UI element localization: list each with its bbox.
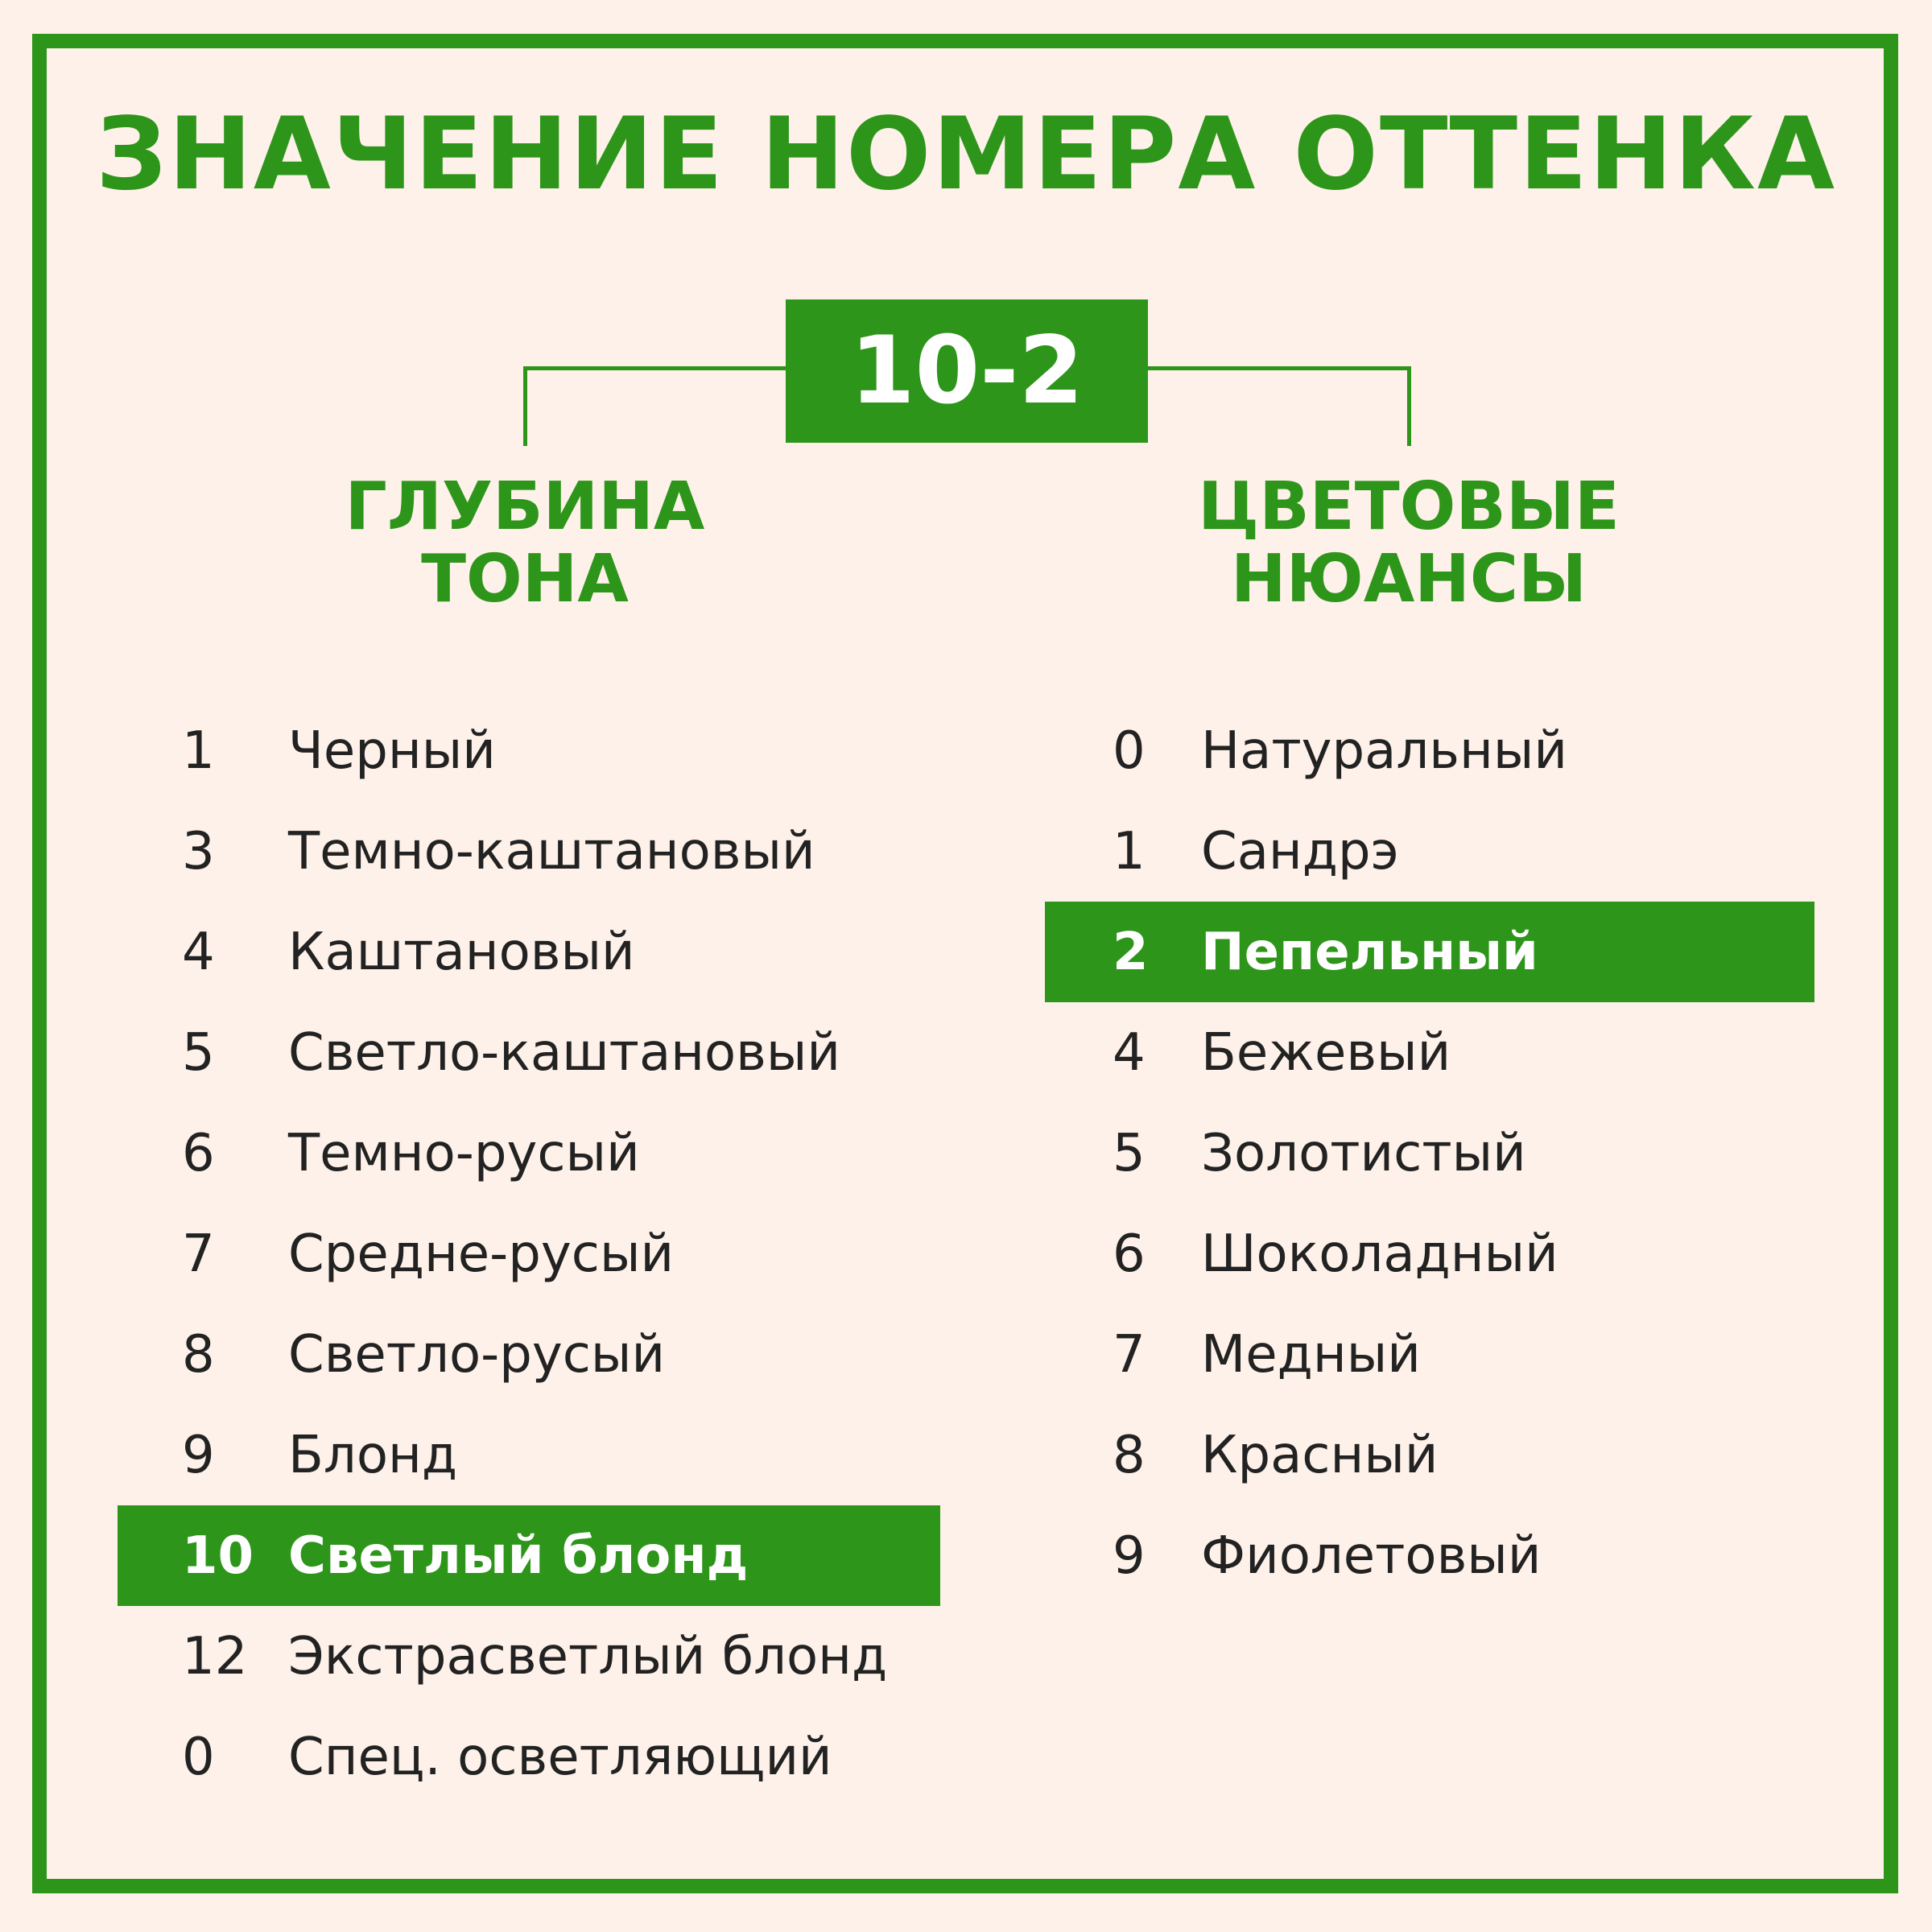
tone-depth-heading-line1: ГЛУБИНА bbox=[345, 469, 705, 545]
item-number: 7 bbox=[182, 1224, 215, 1284]
list-item bbox=[118, 902, 939, 1002]
item-label: Темно-каштановый bbox=[288, 821, 815, 881]
color-nuances-heading-line1: ЦВЕТОВЫЕ bbox=[1198, 469, 1620, 545]
shade-code-badge bbox=[786, 299, 1148, 443]
list-item bbox=[118, 1405, 939, 1505]
item-number: 9 bbox=[182, 1425, 215, 1485]
list-item bbox=[1045, 1505, 1814, 1606]
item-number: 6 bbox=[182, 1123, 215, 1183]
item-label: Фиолетовый bbox=[1201, 1525, 1542, 1586]
tone-depth-list bbox=[118, 700, 939, 1807]
list-item bbox=[118, 1203, 939, 1304]
item-label: Пепельный bbox=[1201, 922, 1538, 982]
list-item bbox=[118, 700, 939, 801]
item-number: 12 bbox=[182, 1626, 248, 1686]
item-label: Средне-русый bbox=[288, 1224, 675, 1284]
list-item bbox=[118, 801, 939, 902]
list-item bbox=[118, 1707, 939, 1807]
list-item bbox=[1045, 1002, 1814, 1103]
item-label: Шоколадный bbox=[1201, 1224, 1558, 1284]
color-nuances-list bbox=[1045, 700, 1814, 1606]
list-item bbox=[1045, 801, 1814, 902]
list-item-highlighted bbox=[1045, 902, 1814, 1002]
item-label: Темно-русый bbox=[288, 1123, 640, 1183]
list-item bbox=[118, 1103, 939, 1203]
list-item bbox=[1045, 1304, 1814, 1405]
item-label: Светло-каштановый bbox=[288, 1022, 840, 1083]
list-item bbox=[118, 1002, 939, 1103]
item-number: 1 bbox=[182, 720, 215, 781]
item-number: 2 bbox=[1113, 922, 1149, 982]
item-label: Натуральный bbox=[1201, 720, 1567, 781]
tone-depth-heading-line2: ТОНА bbox=[421, 541, 629, 617]
tone-depth-heading bbox=[203, 471, 847, 616]
item-label: Красный bbox=[1201, 1425, 1439, 1485]
item-number: 4 bbox=[1113, 1022, 1146, 1083]
item-number: 5 bbox=[1113, 1123, 1146, 1183]
item-number: 8 bbox=[182, 1324, 215, 1385]
item-label: Медный bbox=[1201, 1324, 1421, 1385]
right-connector-line bbox=[1148, 366, 1411, 446]
item-label: Бежевый bbox=[1201, 1022, 1451, 1083]
item-label: Спец. осветляющий bbox=[288, 1727, 832, 1787]
list-item bbox=[118, 1606, 939, 1707]
color-nuances-heading bbox=[1087, 471, 1731, 616]
item-number: 3 bbox=[182, 821, 215, 881]
list-item bbox=[1045, 1103, 1814, 1203]
item-label: Светлый блонд bbox=[288, 1525, 749, 1586]
item-number: 8 bbox=[1113, 1425, 1146, 1485]
item-number: 9 bbox=[1113, 1525, 1146, 1586]
item-label: Светло-русый bbox=[288, 1324, 666, 1385]
item-label: Блонд bbox=[288, 1425, 458, 1485]
item-label: Сандрэ bbox=[1201, 821, 1399, 881]
item-number: 0 bbox=[1113, 720, 1146, 781]
shade-code-text: 10-2 bbox=[849, 316, 1084, 425]
item-number: 1 bbox=[1113, 821, 1146, 881]
item-number: 0 bbox=[182, 1727, 215, 1787]
list-item bbox=[1045, 1405, 1814, 1505]
item-number: 7 bbox=[1113, 1324, 1146, 1385]
color-nuances-heading-line2: НЮАНСЫ bbox=[1230, 541, 1587, 617]
item-number: 6 bbox=[1113, 1224, 1146, 1284]
item-number: 4 bbox=[182, 922, 215, 982]
item-label: Каштановый bbox=[288, 922, 635, 982]
list-item-highlighted bbox=[118, 1505, 940, 1606]
page-title: ЗНАЧЕНИЕ НОМЕРА ОТТЕНКА bbox=[96, 97, 1836, 213]
item-number: 10 bbox=[182, 1525, 254, 1586]
item-label: Золотистый bbox=[1201, 1123, 1526, 1183]
item-label: Экстрасветлый блонд bbox=[288, 1626, 888, 1686]
list-item bbox=[1045, 1203, 1814, 1304]
list-item bbox=[118, 1304, 939, 1405]
list-item bbox=[1045, 700, 1814, 801]
item-label: Черный bbox=[288, 720, 496, 781]
left-connector-line bbox=[523, 366, 790, 446]
item-number: 5 bbox=[182, 1022, 215, 1083]
